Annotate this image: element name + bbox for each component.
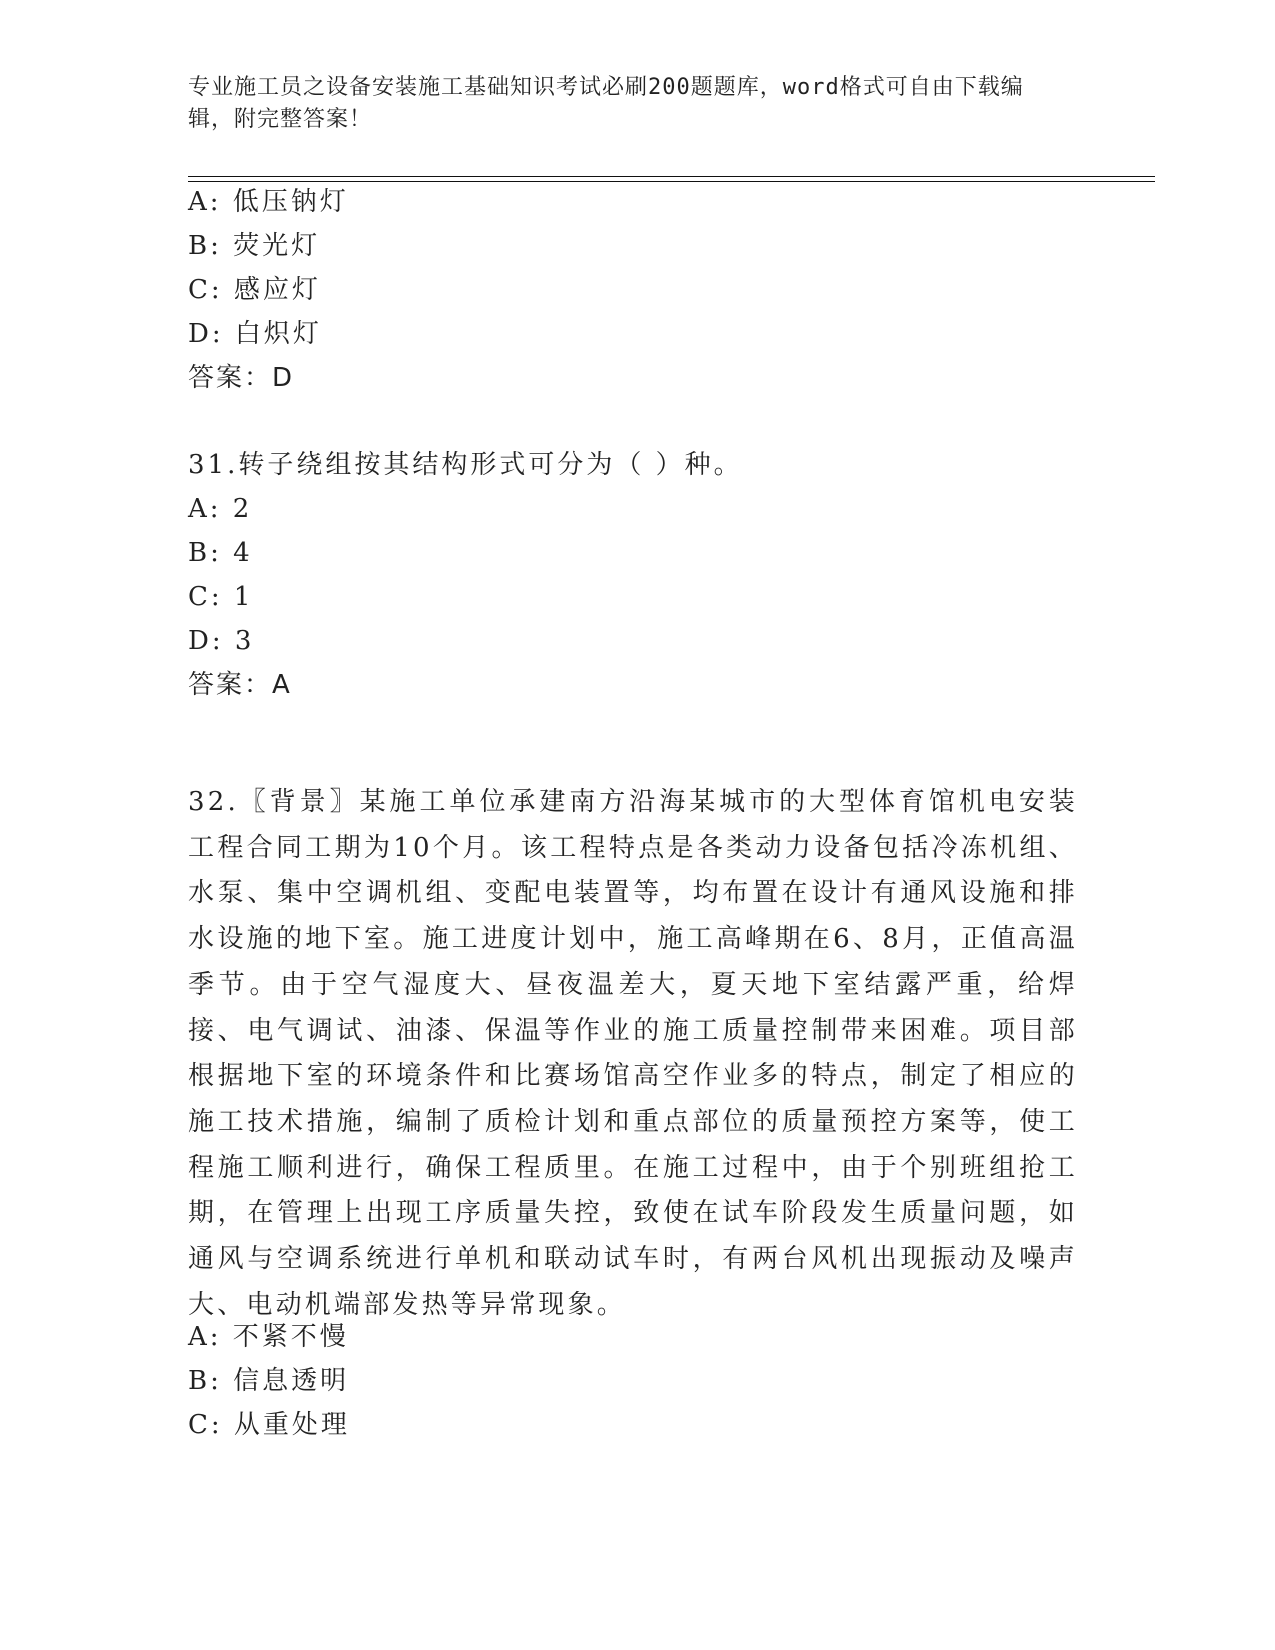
- q31-answer: 答案：A: [188, 670, 292, 700]
- q31-option-a: A: 2: [188, 494, 253, 524]
- q32-option-b: B: 信息透明: [188, 1366, 350, 1396]
- q30-option-a: A: 低压钠灯: [188, 187, 349, 217]
- q31-question: 31.转子绕组按其结构形式可分为（ ）种。: [188, 450, 743, 480]
- q31-option-b: B: 4: [188, 538, 253, 568]
- q30-answer: 答案：D: [188, 363, 295, 393]
- q30-option-c: C: 感应灯: [188, 275, 321, 305]
- q32-option-a: A: 不紧不慢: [188, 1322, 349, 1352]
- q30-option-b: B: 荧光灯: [188, 231, 321, 261]
- q30-option-d: D: 白炽灯: [188, 319, 322, 349]
- header-divider-bottom: [188, 181, 1155, 182]
- q32-option-c: C: 从重处理: [188, 1410, 350, 1440]
- header-divider-top: [188, 176, 1155, 177]
- q31-option-d: D: 3: [188, 626, 255, 656]
- q32-question: 32.〖背景〗某施工单位承建南方沿海某城市的大型体育馆机电安装工程合同工期为10个月。该工程特点是各类动力设备包括冷冻机组、水泵、集中空调机组、变配电装置等，均布置在设计有通风设施和排水设施的地下室。施工进度计划中，施工高峰期在6、8月，正值高温季节。由于空气湿度大、昼夜温差大，夏天地下室结露严重，给焊接、电气调试、油漆、保温等作业的施工质量控制带来困难。项目部根据地下室的环境条件和比赛场馆高空作业多的特点，制定了相应的施工技术措施，编制了质检计划和重点部位的质量预控方案等，使工程施工顺利进行，确保工程质里。在施工过程中，由于个别班组抢工期，在管理上出现工序质量失控，致使在试车阶段发生质量问题，如通风与空调系统进行单机和联动试车时，有两台风机出现振动及噪声大、电动机端部发热等异常现象。: [188, 787, 1078, 1320]
- document-header: 专业施工员之设备安装施工基础知识考试必刷200题题库，word格式可自由下载编辑，附完整答案！: [188, 75, 1024, 132]
- q31-option-c: C: 1: [188, 582, 254, 612]
